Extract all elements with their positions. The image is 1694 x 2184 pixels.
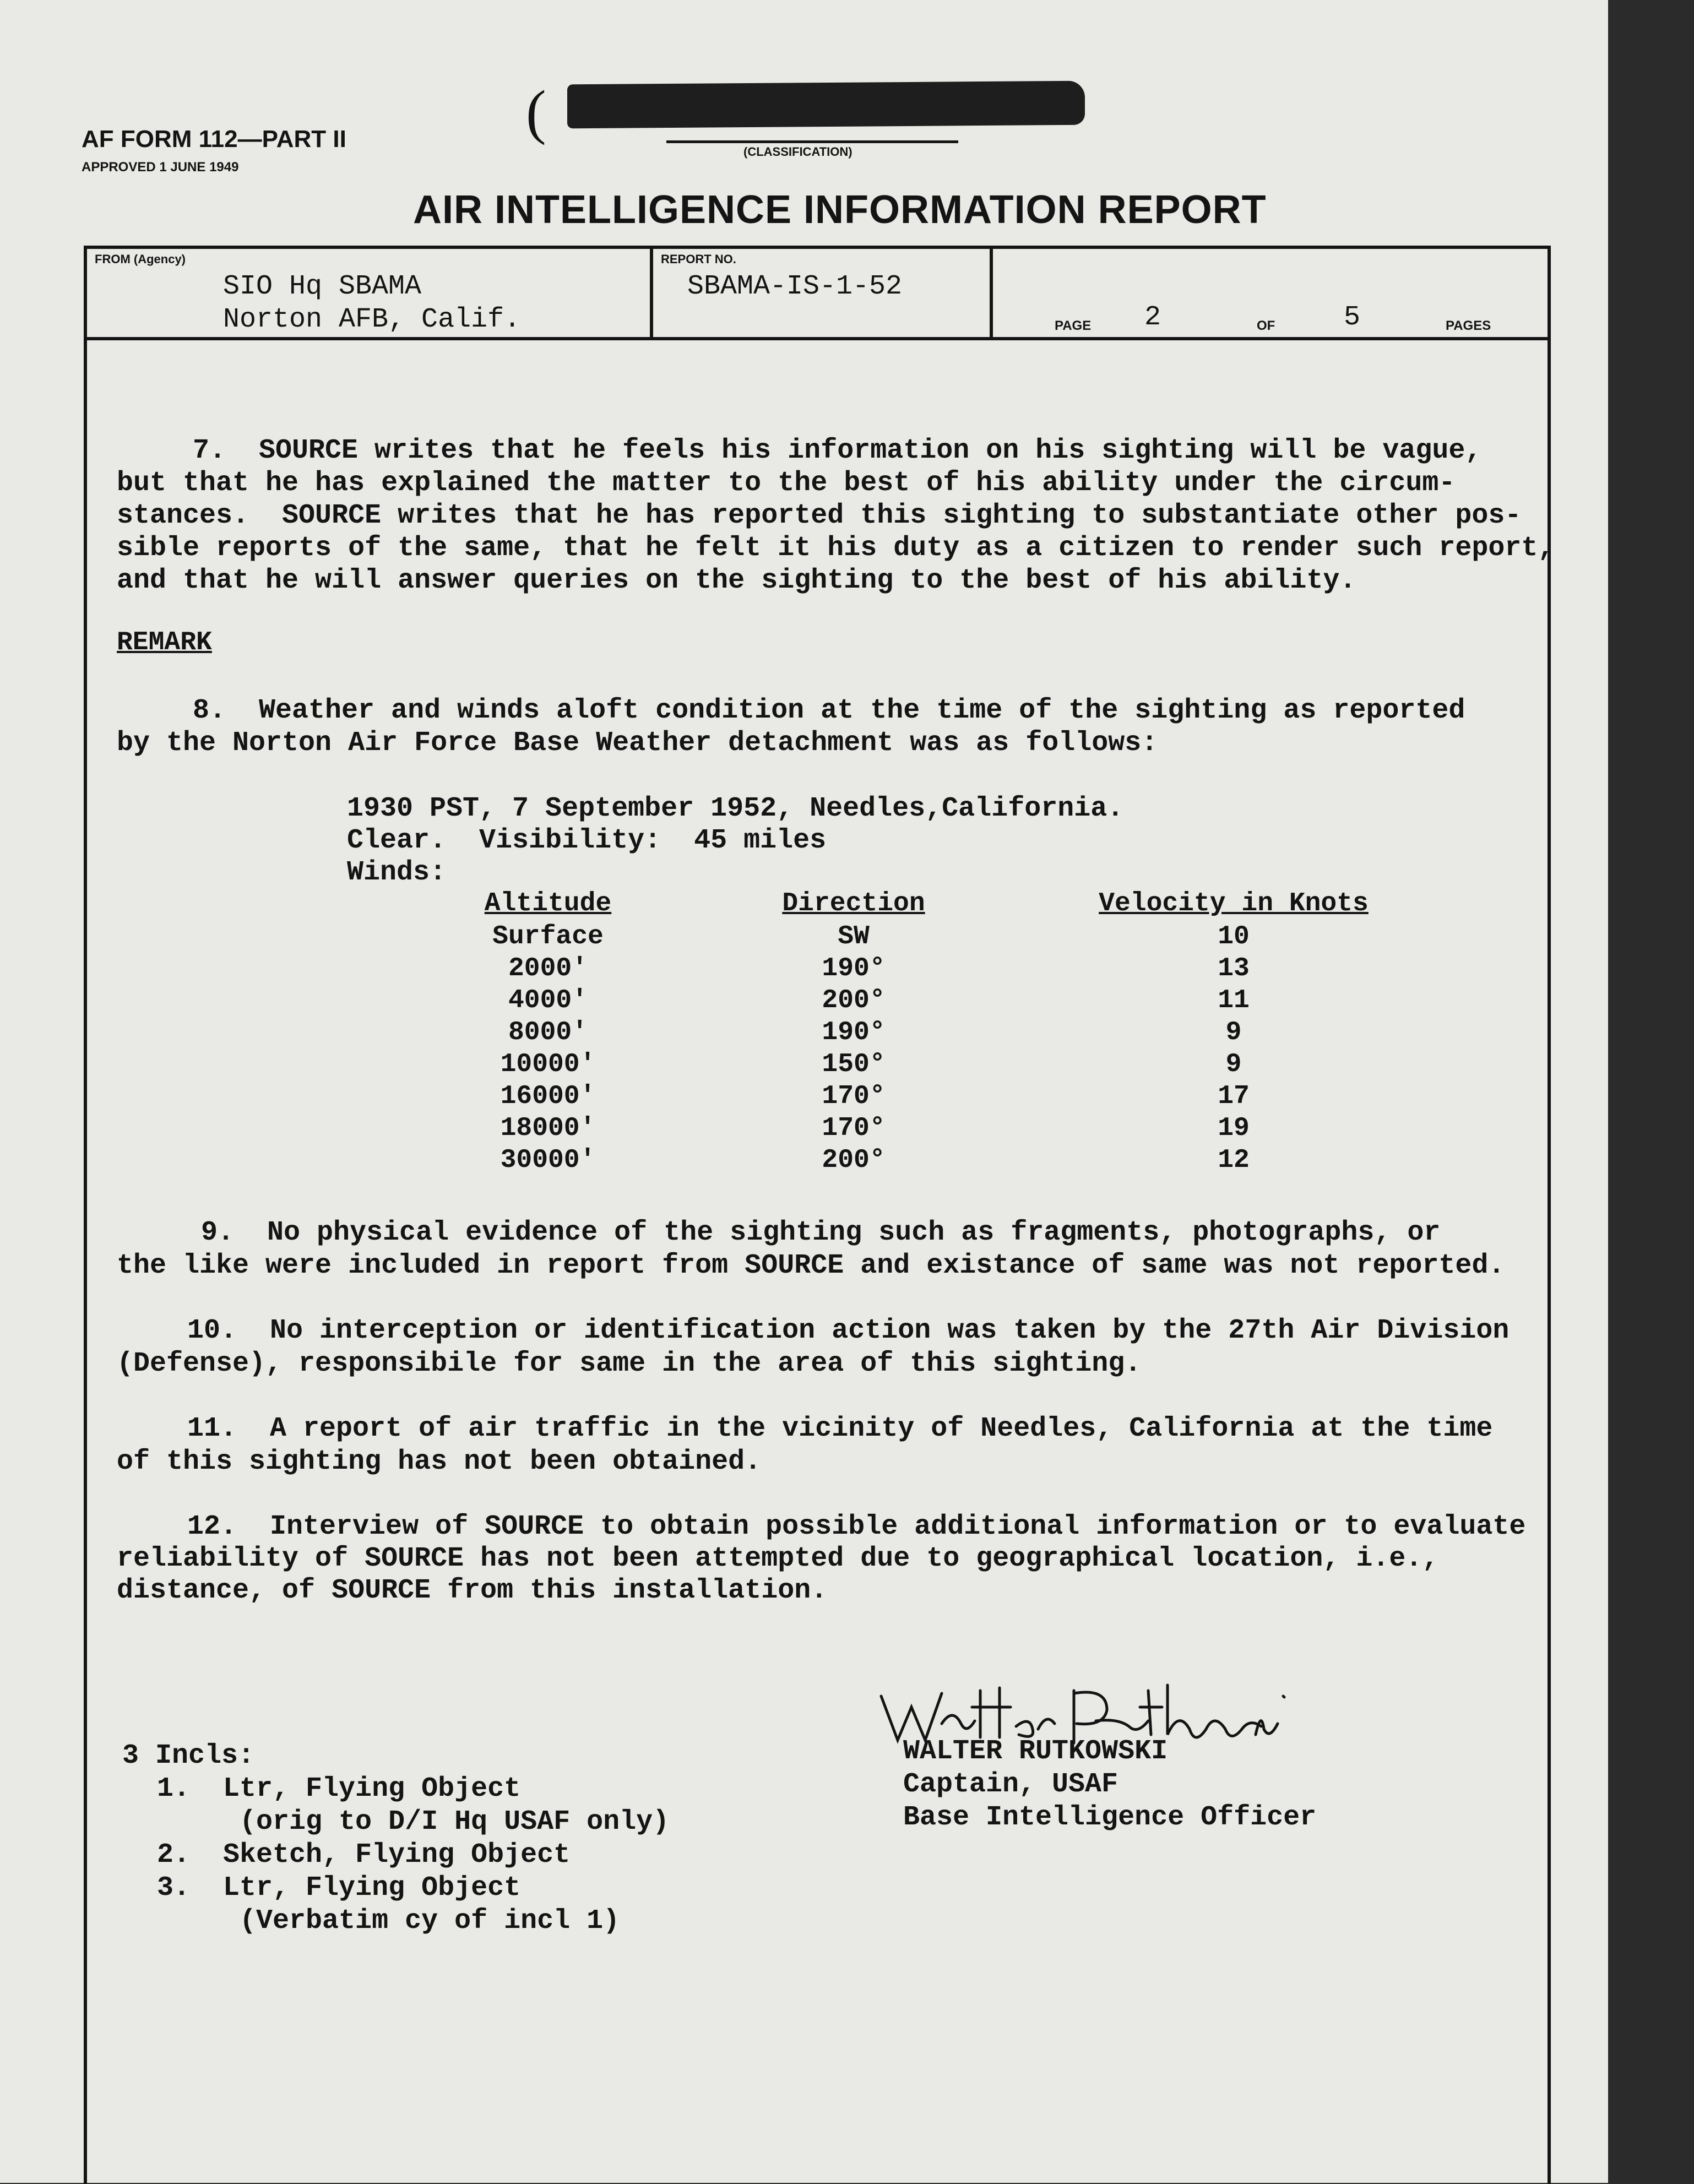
inclosure-item: 1. Ltr, Flying Object [157, 1773, 521, 1805]
inclosures-heading: 3 Incls: [122, 1740, 255, 1772]
report-title: AIR INTELLIGENCE INFORMATION REPORT [413, 188, 1267, 232]
from-agency-line2: Norton AFB, Calif. [223, 304, 521, 335]
direction-cell: 170° [822, 1082, 886, 1111]
altitude-cell: Surface [492, 922, 604, 952]
report-number: SBAMA-IS-1-52 [687, 271, 903, 302]
paragraph-11-line: of this sighting has not been obtained. [117, 1446, 762, 1477]
altitude-cell: 16000' [500, 1082, 596, 1111]
direction-cell: 190° [822, 954, 886, 984]
form-approved-date: APPROVED 1 JUNE 1949 [82, 160, 239, 175]
paragraph-9-line: the like were included in report from SOURCE and existance of same was not reported. [117, 1250, 1505, 1281]
from-agency-line1: SIO Hq SBAMA [223, 271, 422, 302]
paragraph-12-line: reliability of SOURCE has not been attempted due to geographical location, i.e., [117, 1543, 1439, 1574]
direction-cell: 200° [822, 986, 886, 1015]
direction-cell: 190° [822, 1018, 886, 1047]
altitude-cell: 10000' [500, 1050, 596, 1079]
altitude-cell: 30000' [500, 1145, 596, 1175]
header-box-divider [990, 246, 993, 340]
paragraph-7-line: stances. SOURCE writes that he has reported this sighting to substantiate other pos- [117, 500, 1522, 531]
weather-line: Clear. Visibility: 45 miles [347, 825, 827, 856]
inclosure-item: 3. Ltr, Flying Object [157, 1872, 521, 1904]
classification-paren: ( [526, 78, 546, 145]
velocity-cell: 13 [1218, 954, 1250, 984]
header-box-bottom-border [84, 337, 1551, 340]
paragraph-12-line: distance, of SOURCE from this installation. [117, 1575, 828, 1606]
column-header-velocity: Velocity in Knots [1099, 889, 1369, 919]
classification-underline [666, 140, 958, 143]
classification-redaction [567, 81, 1085, 129]
altitude-cell: 2000' [508, 954, 588, 984]
of-label: OF [1257, 318, 1275, 333]
remark-heading: REMARK [117, 628, 212, 658]
paragraph-8-line: by the Norton Air Force Base Weather detachment was as follows: [117, 727, 1158, 759]
classification-label: (CLASSIFICATION) [743, 145, 853, 159]
paragraph-10-line: 10. No interception or identification action was taken by the 27th Air Division [187, 1315, 1510, 1346]
inclosure-item: (Verbatim cy of incl 1) [157, 1905, 620, 1937]
velocity-cell: 9 [1225, 1050, 1242, 1079]
paragraph-7-line: sible reports of the same, that he felt it his duty as a citizen to render such report, [117, 533, 1555, 564]
velocity-cell: 9 [1225, 1018, 1242, 1047]
pages-label: PAGES [1446, 318, 1491, 333]
altitude-cell: 8000' [508, 1018, 588, 1047]
inclosure-item: 2. Sketch, Flying Object [157, 1839, 571, 1871]
paragraph-9-line: 9. No physical evidence of the sighting such as fragments, photographs, or [201, 1217, 1441, 1248]
total-pages: 5 [1344, 302, 1361, 333]
paragraph-7-line: but that he has explained the matter to the best of his ability under the circum- [117, 468, 1456, 499]
signatory-rank: Captain, USAF [903, 1769, 1119, 1800]
velocity-cell: 19 [1218, 1113, 1250, 1143]
weather-winds-label: Winds: [347, 857, 447, 888]
direction-cell: 200° [822, 1145, 886, 1175]
velocity-cell: 10 [1218, 922, 1250, 952]
report-no-label: REPORT NO. [661, 252, 736, 266]
paragraph-12-line: 12. Interview of SOURCE to obtain possible additional information or to evaluate [187, 1511, 1526, 1542]
altitude-cell: 4000' [508, 986, 588, 1015]
velocity-cell: 11 [1218, 986, 1250, 1015]
weather-line: 1930 PST, 7 September 1952, Needles,California. [347, 793, 1124, 824]
inclosure-item: (orig to D/I Hq USAF only) [157, 1806, 670, 1838]
direction-cell: 150° [822, 1050, 886, 1079]
velocity-cell: 12 [1218, 1145, 1250, 1175]
page-number: 2 [1144, 302, 1161, 333]
direction-cell: SW [838, 922, 870, 952]
column-header-altitude: Altitude [484, 889, 612, 919]
signatory-name: WALTER RUTKOWSKI [903, 1736, 1168, 1767]
altitude-cell: 18000' [500, 1113, 596, 1143]
paragraph-11-line: 11. A report of air traffic in the vicinity of Needles, California at the time [187, 1413, 1493, 1444]
page-label: PAGE [1055, 318, 1092, 333]
paragraph-7-line: 7. SOURCE writes that he feels his information on his sighting will be vague, [193, 435, 1482, 466]
form-number: AF FORM 112—PART II [82, 126, 346, 153]
velocity-cell: 17 [1218, 1082, 1250, 1111]
from-label: FROM (Agency) [95, 252, 186, 266]
paragraph-8-line: 8. Weather and winds aloft condition at the time of the sighting as reported [193, 695, 1465, 726]
header-box-divider [650, 246, 653, 340]
signatory-position: Base Intelligence Officer [903, 1802, 1317, 1833]
column-header-direction: Direction [782, 889, 925, 919]
paragraph-10-line: (Defense), responsibile for same in the area of this sighting. [117, 1348, 1142, 1379]
direction-cell: 170° [822, 1113, 886, 1143]
paragraph-7-line: and that he will answer queries on the sighting to the best of his ability. [117, 565, 1356, 596]
header-box-top-border [84, 246, 1551, 249]
